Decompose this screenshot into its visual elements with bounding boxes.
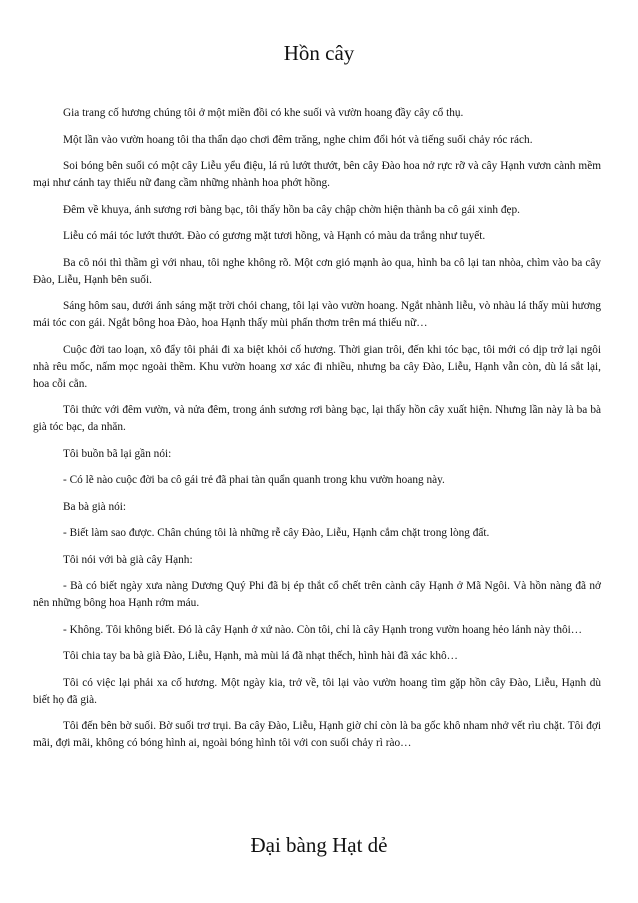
paragraph: - Bà có biết ngày xưa nàng Dương Quý Phi đã bị ép thắt cổ chết trên cành cây Hạnh ở Mã Ngôi. Và hồn nàng đã nở nên những bông hoa Hạnh rớm máu. bbox=[33, 580, 601, 609]
paragraph: Tôi thức với đêm vườn, và nửa đêm, trong ánh sương rơi bàng bạc, lại thấy hồn cây xuất hiện. Nhưng lần này là ba bà già tóc bạc, da nhăn. bbox=[33, 404, 601, 433]
paragraph: Sáng hôm sau, dưới ánh sáng mặt trời chói chang, tôi lại vào vườn hoang. Ngắt nhành liễu, vò nhàu lá thấy mùi hương mái tóc con gái. Ngắt bông hoa Đào, hoa Hạnh thấy mùi phấn thơm trên má thiếu nữ… bbox=[33, 300, 601, 329]
paragraph: - Không. Tôi không biết. Đó là cây Hạnh ở xứ nào. Còn tôi, chỉ là cây Hạnh trong vườn hoang hẻo lánh này thôi… bbox=[63, 623, 583, 636]
paragraph: Đêm về khuya, ánh sương rơi bàng bạc, tôi thấy hồn ba cây chập chờn hiện thành ba cô gái xinh đẹp. bbox=[63, 203, 520, 216]
paragraph: Một lần vào vườn hoang tôi tha thẩn dạo chơi đêm trăng, nghe chim đổi hót và tiếng suối chảy róc rách. bbox=[63, 133, 533, 146]
page-title: Hồn cây bbox=[283, 41, 355, 65]
paragraph: Tôi có việc lại phải xa cố hương. Một ngày kia, trở về, tôi lại vào vườn hoang tìm gặp hồn cây Đào, Liễu, Hạnh dù biết họ đã già. bbox=[33, 676, 601, 706]
paragraph: Tôi nói với bà già cây Hạnh: bbox=[63, 553, 193, 566]
paragraph: Liễu có mái tóc lướt thướt. Đào có gương mặt tươi hồng, và Hạnh có màu da trắng như tuyết. bbox=[63, 230, 486, 242]
paragraph: - Biết làm sao được. Chân chúng tôi là những rễ cây Đào, Liễu, Hạnh cắm chặt trong lòng đất. bbox=[63, 527, 490, 539]
author-signature: Đại bàng Hạt dẻ bbox=[250, 833, 388, 857]
paragraph: Ba cô nói thì thầm gì với nhau, tôi nghe không rõ. Một cơn gió mạnh ào qua, hình ba cô lại tan nhòa, chìm vào ba cây Đào, Liễu, Hạnh bên suối. bbox=[33, 256, 601, 286]
paragraph: Tôi chia tay ba bà già Đào, Liễu, Hạnh, mà mùi lá đã nhạt thếch, hình hài đã xác khô… bbox=[63, 650, 458, 662]
paragraph: Tôi buồn bã lại gần nói: bbox=[63, 447, 172, 460]
paragraph: Tôi đến bên bờ suối. Bờ suối trơ trụi. Ba cây Đào, Liễu, Hạnh giờ chỉ còn là ba gốc khô nham nhở vết rìu chặt. Tôi đợi mãi, đợi mãi, không có bóng hình ai, ngoài bóng hình tôi với con suối chảy rì rào… bbox=[33, 720, 601, 749]
paragraph: Cuộc đời tao loạn, xô đẩy tôi phải đi xa biệt khỏi cố hương. Thời gian trôi, đến khi tóc bạc, tôi mới có dịp trở lại ngôi nhà rêu mốc, nấm mọc ngoài thềm. Khu vườn hoang xơ xác đi nhiều, nhưng ba cây Đào, Liễu, Hạnh vẫn còn, dù lá sắt lại, hoa cỗi cằn. bbox=[33, 343, 601, 390]
paragraph: - Có lẽ nào cuộc đời ba cô gái trẻ đã phai tàn quẩn quanh trong khu vườn hoang này. bbox=[63, 474, 445, 486]
paragraph: Gia trang cố hương chúng tôi ở một miền đồi có khe suối và vườn hoang đầy cây cổ thụ. bbox=[63, 107, 464, 119]
paragraph: Soi bóng bên suối có một cây Liễu yểu điệu, lá rủ lướt thướt, bên cây Đào hoa nở rực rỡ và cây Hạnh vươn cành mềm mại như cánh tay thiếu nữ đang cầm những nhành hoa phớt hồng. bbox=[33, 160, 601, 189]
story-body bbox=[33, 105, 601, 762]
paragraph: Ba bà già nói: bbox=[63, 500, 127, 513]
